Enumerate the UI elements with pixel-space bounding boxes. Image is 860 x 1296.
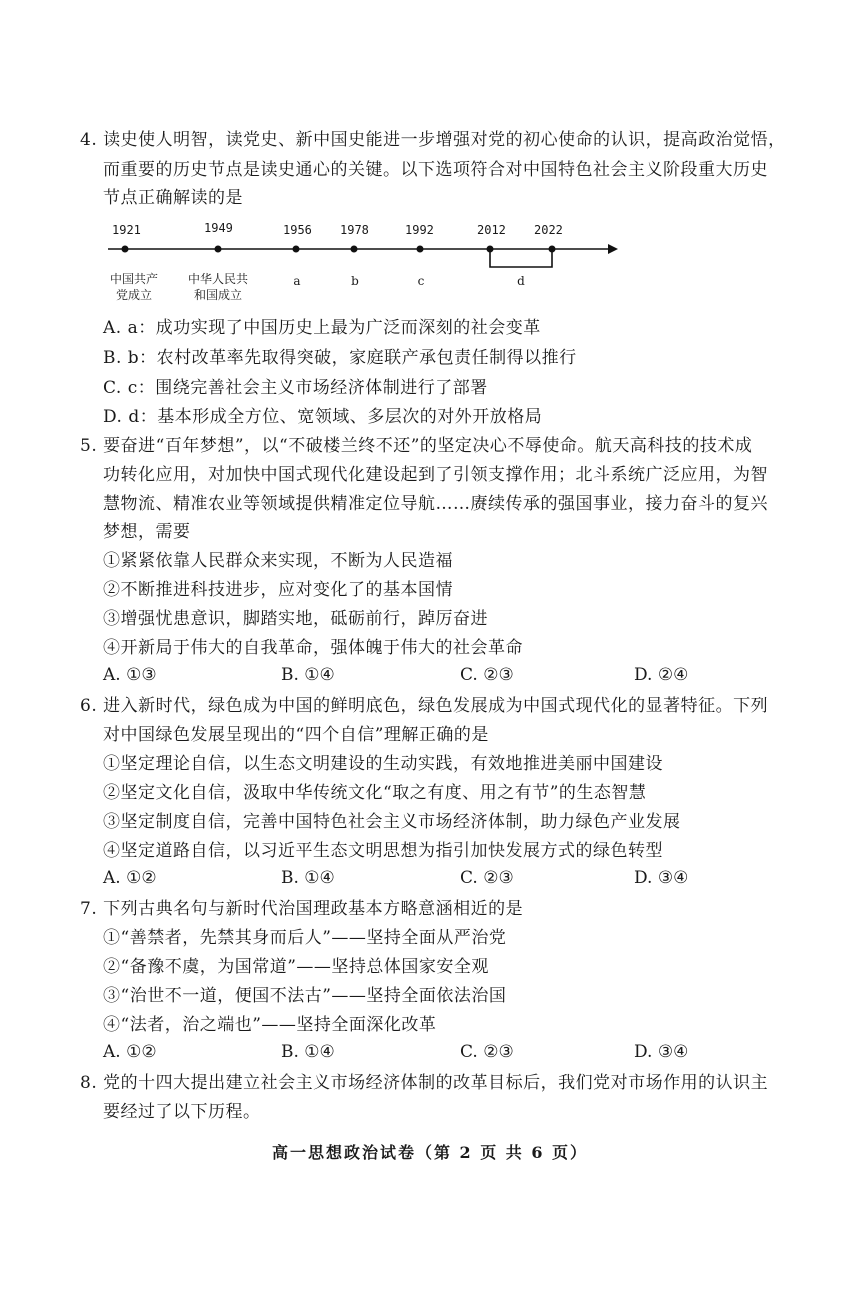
timeline-year-2022: 2022 xyxy=(534,223,563,237)
q7-choice-c[interactable]: C. ②③ xyxy=(460,1042,514,1062)
q8-stem-line-1: 8. 党的十四大提出建立社会主义市场经济体制的改革目标后，我们党对市场作用的认识主 xyxy=(80,1073,769,1093)
q7-choice-b[interactable]: B. ①④ xyxy=(281,1042,335,1062)
timeline-year-1978: 1978 xyxy=(340,223,369,237)
q7-stem-line-1: 7. 下列古典名句与新时代治国理政基本方略意涵相近的是 xyxy=(80,899,524,919)
page-footer: 高一思想政治试卷（第 2 页 共 6 页） xyxy=(271,1143,589,1162)
timeline-label-a: a xyxy=(293,274,301,288)
q5-choice-b[interactable]: B. ①④ xyxy=(281,665,335,685)
timeline-year-2012: 2012 xyxy=(477,223,506,237)
timeline-label-1949: 中华人民共 和国成立 xyxy=(187,272,248,302)
q6-choice-b[interactable]: B. ①④ xyxy=(281,868,335,888)
q6-stem-line-1: 6. 进入新时代，绿色成为中国的鲜明底色，绿色发展成为中国式现代化的显著特征。下列 xyxy=(80,696,769,716)
q7-item-3: ③“治世不一道，便国不法古”——坚持全面依法治国 xyxy=(103,986,507,1006)
q5-item-2: ②不断推进科技进步，应对变化了的基本国情 xyxy=(103,580,453,600)
q6-stem-line-2: 对中国绿色发展呈现出的“四个自信”理解正确的是 xyxy=(103,725,489,745)
timeline-year-1992: 1992 xyxy=(405,223,434,237)
q6-choice-a[interactable]: A. ①② xyxy=(103,868,157,888)
q6-choices xyxy=(103,868,723,892)
q7-choice-a[interactable]: A. ①② xyxy=(103,1042,157,1062)
q6-item-2: ②坚定文化自信，汲取中华传统文化“取之有度、用之有节”的生态智慧 xyxy=(103,783,647,803)
q4-option-c[interactable]: C. c：围绕完善社会主义市场经济体制进行了部署 xyxy=(103,378,488,398)
q5-choice-a[interactable]: A. ①③ xyxy=(103,665,157,685)
q5-item-4: ④开新局于伟大的自我革命，强体魄于伟大的社会革命 xyxy=(103,638,523,658)
q7-item-2: ②“备豫不虞，为国常道”——坚持总体国家安全观 xyxy=(103,957,489,977)
q7-choice-d[interactable]: D. ③④ xyxy=(634,1042,689,1062)
q6-choice-d[interactable]: D. ③④ xyxy=(634,868,689,888)
q5-stem-line-3: 慧物流、精准农业等领域提供精准定位导航……赓续传承的强国事业，接力奋斗的复兴 xyxy=(103,494,768,514)
q4-stem-line-2: 而重要的历史节点是读史通心的关键。以下选项符合对中国特色社会主义阶段重大历史 xyxy=(103,160,768,180)
q5-item-1: ①紧紧依靠人民群众来实现，不断为人民造福 xyxy=(103,551,453,571)
timeline-label-c: c xyxy=(417,274,425,288)
q5-stem-line-1: 5. 要奋进“百年梦想”，以“不破楼兰终不还”的坚定决心不辱使命。航天高科技的技术成 xyxy=(80,436,753,456)
q6-item-1: ①坚定理论自信，以生态文明建设的生动实践，有效地推进美丽中国建设 xyxy=(103,754,663,774)
q6-choice-c[interactable]: C. ②③ xyxy=(460,868,514,888)
q4-option-b[interactable]: B. b：农村改革率先取得突破，家庭联产承包责任制得以推行 xyxy=(103,348,577,368)
timeline-year-1956: 1956 xyxy=(283,223,312,237)
q4-option-d[interactable]: D. d：基本形成全方位、宽领域、多层次的对外开放格局 xyxy=(103,407,543,427)
q5-stem-line-4: 梦想，需要 xyxy=(103,522,191,542)
q5-choices xyxy=(103,665,723,689)
q5-choice-d[interactable]: D. ②④ xyxy=(634,665,689,685)
q7-choices xyxy=(103,1042,723,1066)
q6-item-3: ③坚定制度自信，完善中国特色社会主义市场经济体制，助力绿色产业发展 xyxy=(103,812,681,832)
timeline-label-1921: 中国共产 党成立 xyxy=(109,272,158,302)
timeline-label-d: d xyxy=(517,274,525,288)
q7-item-1: ①“善禁者，先禁其身而后人”——坚持全面从严治党 xyxy=(103,928,507,948)
q5-choice-c[interactable]: C. ②③ xyxy=(460,665,514,685)
q6-item-4: ④坚定道路自信，以习近平生态文明思想为指引加快发展方式的绿色转型 xyxy=(103,841,663,861)
q8-stem-line-2: 要经过了以下历程。 xyxy=(103,1102,261,1122)
q5-stem-line-2: 功转化应用，对加快中国式现代化建设起到了引领支撑作用；北斗系统广泛应用，为智 xyxy=(103,465,768,485)
q4-option-a[interactable]: A. a：成功实现了中国历史上最为广泛而深刻的社会变革 xyxy=(103,318,541,338)
q7-item-4: ④“法者，治之端也”——坚持全面深化改革 xyxy=(103,1015,437,1035)
timeline-year-1921: 1921 xyxy=(112,223,141,237)
timeline-label-b: b xyxy=(351,274,359,288)
q4-stem-line-1: 4. 读史使人明智，读党史、新中国史能进一步增强对党的初心使命的认识，提高政治觉悟， xyxy=(80,130,786,150)
q5-item-3: ③增强忧患意识，脚踏实地，砥砺前行，踔厉奋进 xyxy=(103,609,488,629)
history-timeline xyxy=(100,213,620,313)
timeline-year-1949: 1949 xyxy=(204,221,233,235)
q4-stem-line-3: 节点正确解读的是 xyxy=(103,188,243,208)
